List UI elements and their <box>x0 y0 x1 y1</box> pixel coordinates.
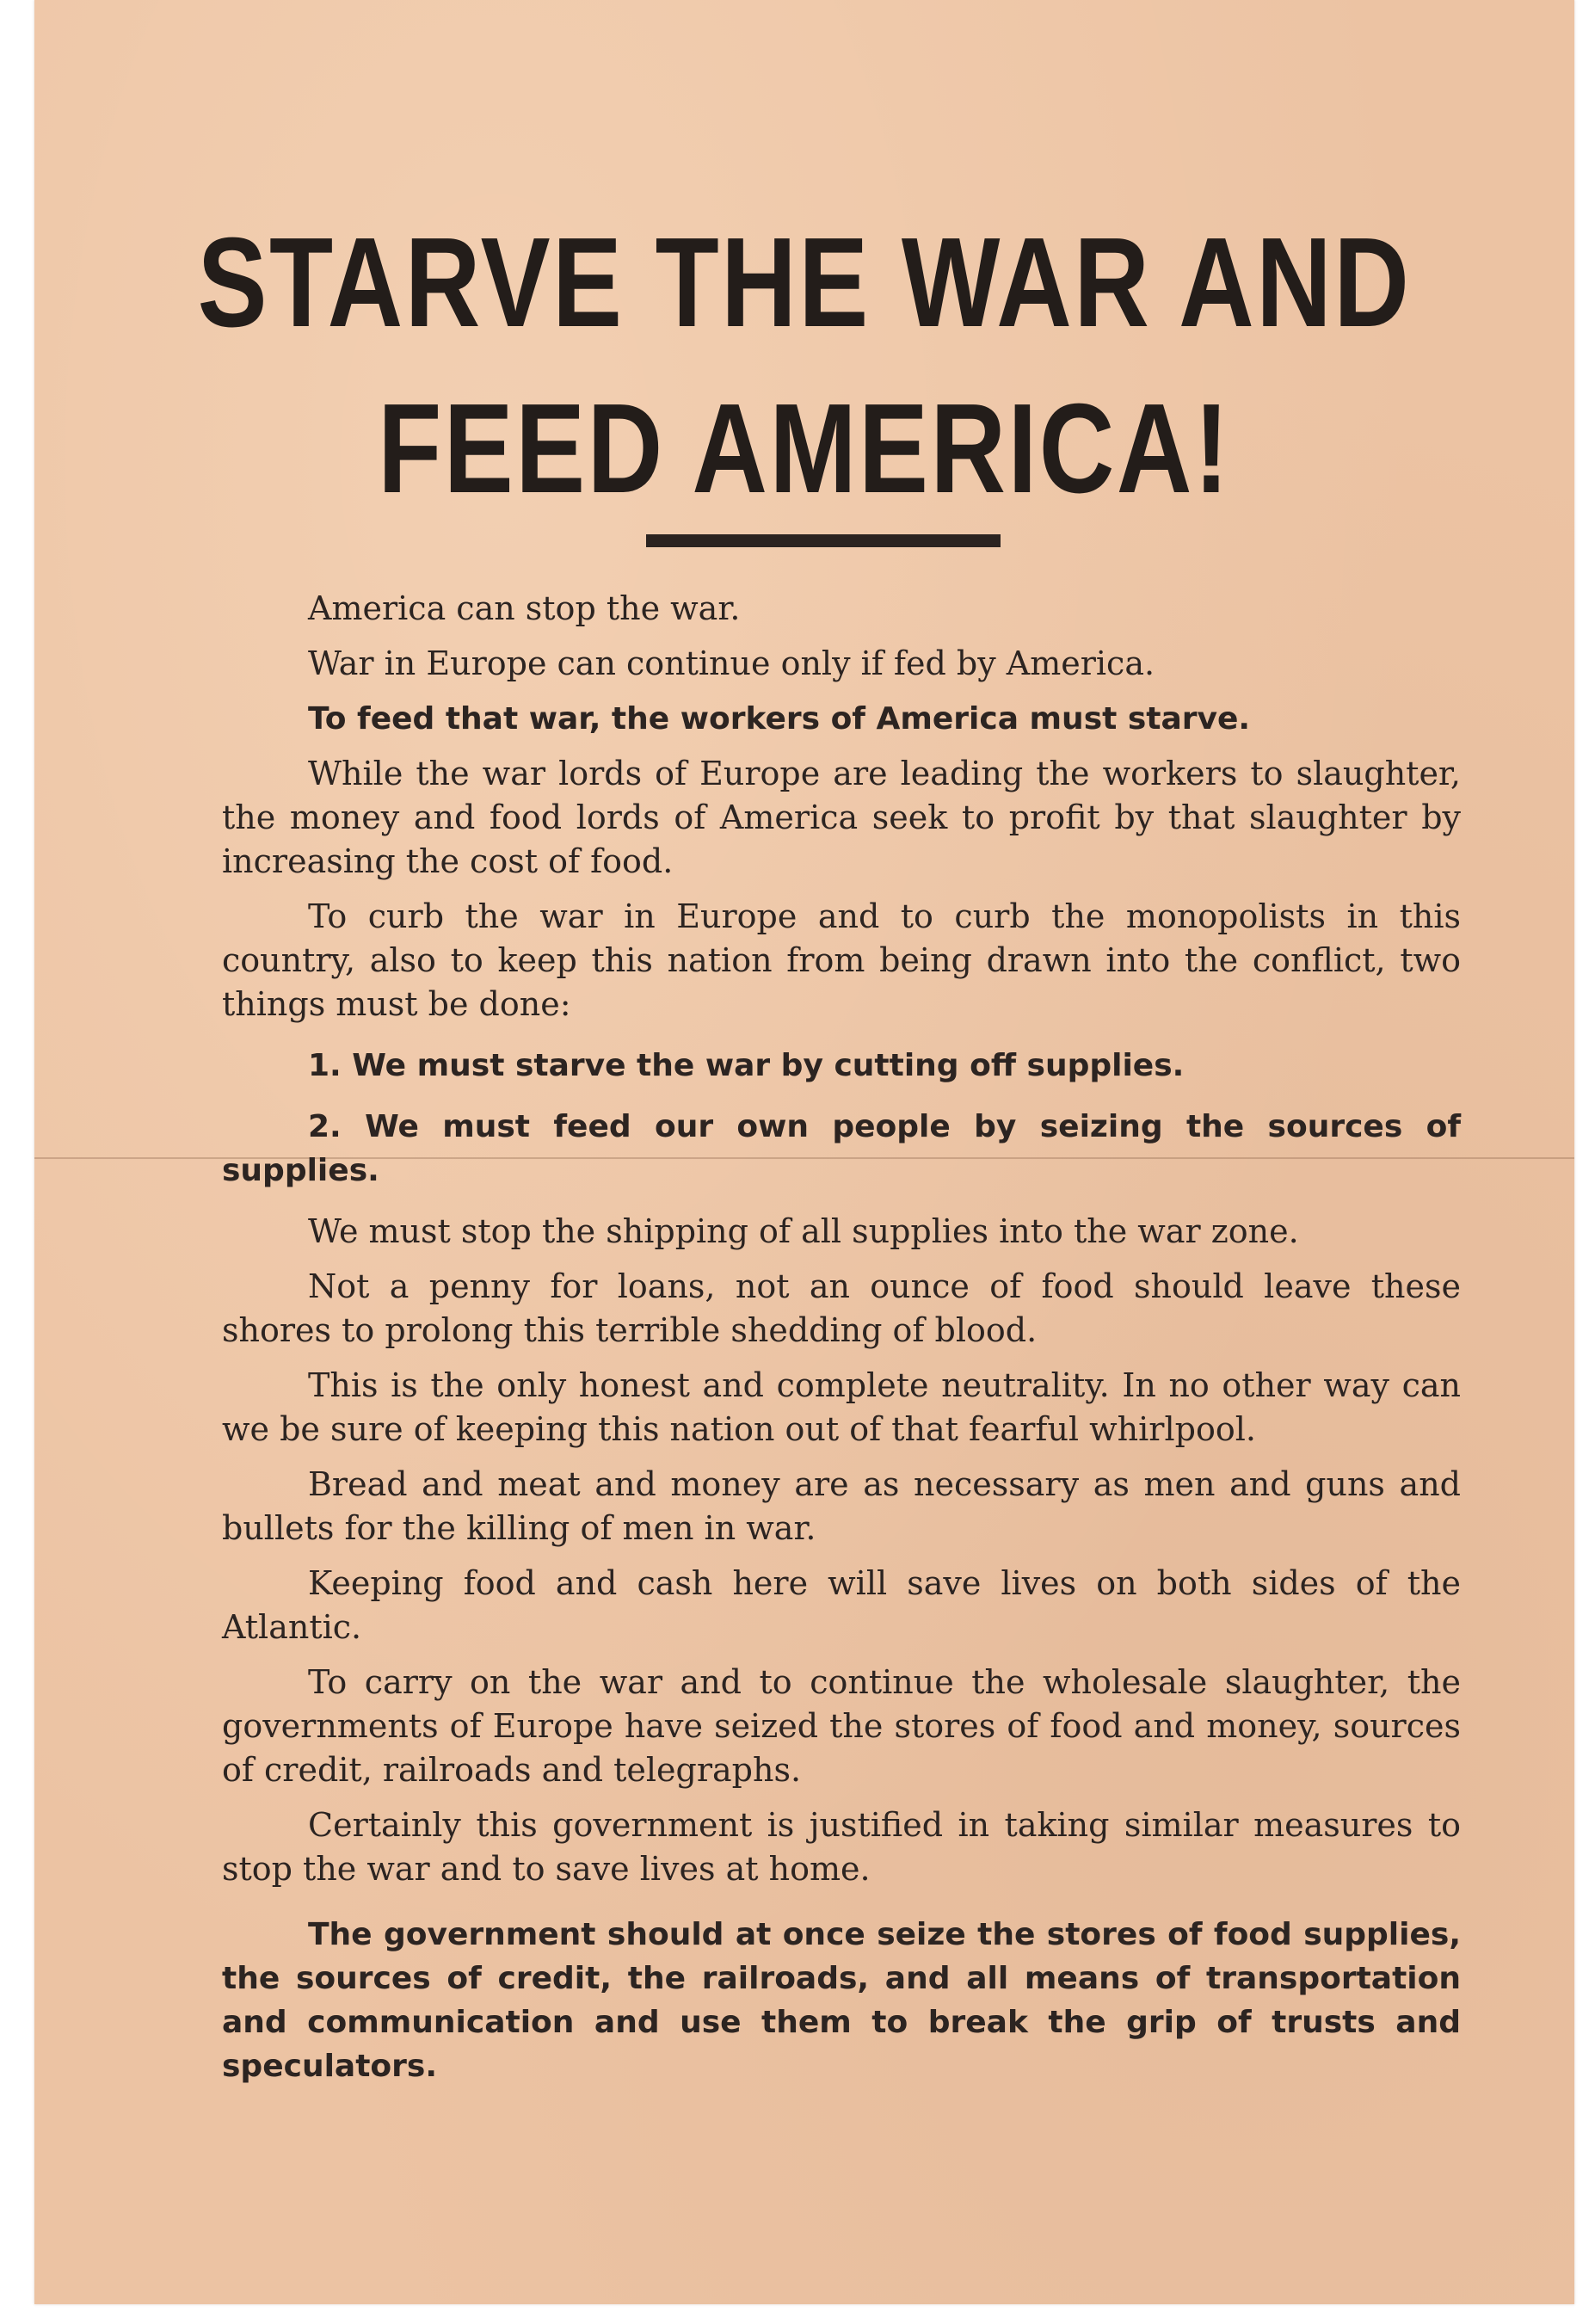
paragraph: Certainly this government is justified in taking similar measures to stop the war and to save lives at home. <box>222 1806 1461 1888</box>
body-text <box>222 587 1461 2099</box>
paragraph: To carry on the war and to continue the wholesale slaughter, the governments of Europe have seized the stores of food and money, sources of credit, railroads and telegraphs. <box>222 1663 1461 1789</box>
paragraph: Not a penny for loans, not an ounce of food should leave these shores to prolong this terrible shedding of blood. <box>222 1267 1461 1349</box>
headline <box>173 200 1436 532</box>
headline-line-1: STARVE THE WAR AND <box>197 212 1412 354</box>
paragraph: War in Europe can continue only if fed by America. <box>308 644 1155 682</box>
paragraph: We must stop the shipping of all supplies into the war zone. <box>308 1212 1299 1250</box>
headline-line-2: FEED AMERICA! <box>378 378 1231 520</box>
paragraph: Keeping food and cash here will save lives on both sides of the Atlantic. <box>222 1564 1461 1646</box>
list-item: 1. We must starve the war by cutting off supplies. <box>308 1048 1185 1083</box>
paragraph: This is the only honest and complete neutrality. In no other way can we be sure of keeping this nation out of that fearful whirlpool. <box>222 1366 1461 1448</box>
paragraph: America can stop the war. <box>308 589 741 627</box>
closing-paragraph: The government should at once seize the stores of food supplies, the sources of credit, the railroads, and all means of transportation and communication and use them to break the grip of trusts and speculators. <box>222 1917 1461 2084</box>
leaflet-sheet <box>34 0 1574 2304</box>
paragraph: While the war lords of Europe are leading the workers to slaughter, the money and food lords of America seek to profit by that slaughter by increasing the cost of food. <box>222 755 1461 880</box>
headline-divider <box>646 534 1001 547</box>
paragraph: To curb the war in Europe and to curb the monopolists in this country, also to keep this nation from being drawn into the conflict, two things must be done: <box>222 897 1461 1023</box>
paragraph: To feed that war, the workers of America must starve. <box>308 701 1251 737</box>
paragraph: Bread and meat and money are as necessary as men and guns and bullets for the killing of men in war. <box>222 1465 1461 1547</box>
list-item: 2. We must feed our own people by seizing the sources of supplies. <box>222 1109 1461 1188</box>
